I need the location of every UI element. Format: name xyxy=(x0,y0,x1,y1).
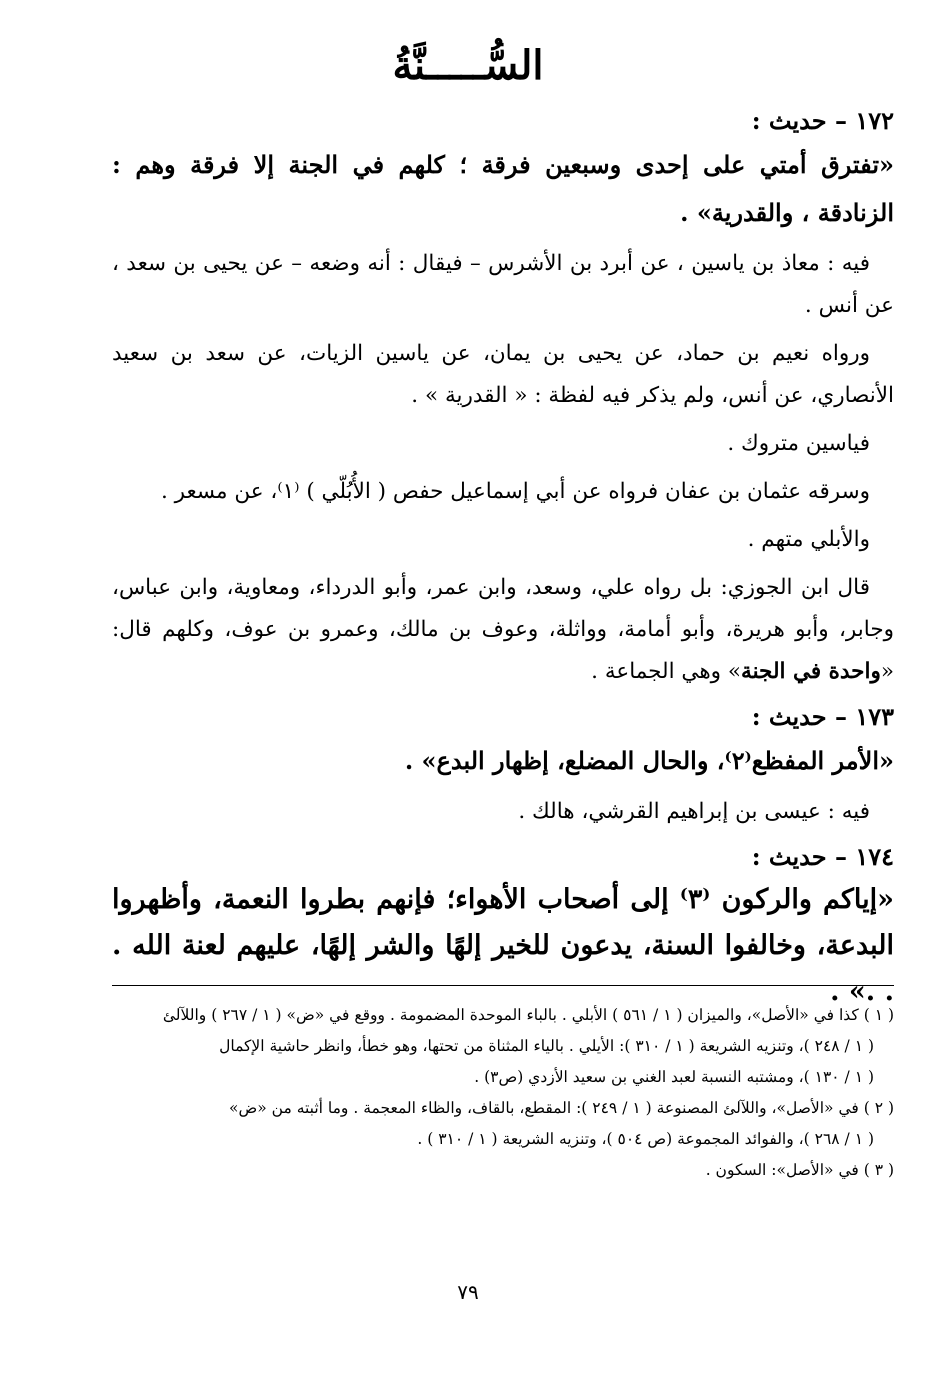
footnote-2-line-2: ( ١ / ٢٦٨ )، والفوائد المجموعة (ص ٥٠٤ )، وتنزيه الشريعة ( ١ / ٣١٠ ) . xyxy=(417,1130,874,1148)
hadith-172-paragraph-1: فيه : معاذ بن ياسين ، عن أبرد بن الأشرس – فيقال : أنه وضعه – عن يحيى بن سعد ، عن أنس . xyxy=(112,251,894,318)
footnote-1-line-1: ( ١ ) كذا في «الأصل»، والميزان ( ١ / ٥٦١ ) الأبلي . بالباء الموحدة المضمومة . ووقع في «ض» ( ١ / ٢٦٧ ) واللآلئ xyxy=(162,1006,894,1024)
hadith-172-paragraph-3: فياسين متروك . xyxy=(727,431,870,456)
main-body xyxy=(112,103,894,1021)
quote-emphasis: واحدة في الجنة xyxy=(741,659,881,684)
hadith-172-paragraph-6 xyxy=(112,567,894,693)
hadith-173-text: «الأمر المفظع⁽٢⁾، والحال المضلع، إظهار البدع» . xyxy=(404,746,894,775)
quote-intro: قال ابن الجوزي: بل رواه علي، وسعد، وابن عمر، وأبو الدرداء، ومعاوية، وابن عباس، وجابر، وأبو هريرة، وأبو أمامة، وواثلة، وعوف بن مالك، وعمرو بن عوف، وكلهم قال: « xyxy=(112,575,894,684)
footnote-1-line-2: ( ١ / ٢٤٨ )، وتنزيه الشريعة ( ١ / ٣١٠ ): الأيلي . بالياء المثناة من تحتها، وهو خطأ، وانظر حاشية الإكمال xyxy=(219,1037,874,1055)
hadith-172-paragraph-5: والأبلي متهم . xyxy=(747,527,870,552)
hadith-172-text: «تفترق أمتي على إحدى وسبعين فرقة ؛ كلهم في الجنة إلا فرقة وهم : الزنادقة ، والقدرية» . xyxy=(112,150,894,227)
hadith-174-text: «إياكم والركون ⁽٣⁾ إلى أصحاب الأهواء؛ فإنهم بطروا النعمة، وأظهروا البدعة، وخالفوا السنة، يدعون للخير إلهًا والشر إلهًا، عليهم لعنة الله . . .» . xyxy=(112,884,895,1007)
footnotes xyxy=(112,1000,894,1186)
footnote-3-line-1: ( ٣ ) في «الأصل»: السكون . xyxy=(705,1161,894,1179)
page-number: ٧٩ xyxy=(457,1280,479,1304)
footnote-separator xyxy=(112,985,894,986)
footnote-1 xyxy=(112,1000,894,1093)
hadith-172-paragraph-4: وسرقه عثمان بن عفان فرواه عن أبي إسماعيل حفص ( الأُبُلّي ) ⁽١⁾، عن مسعر . xyxy=(160,479,870,504)
hadith-172-paragraph-2: ورواه نعيم بن حماد، عن يحيى بن يمان، عن ياسين الزيات، عن سعد بن سعيد الأنصاري، عن أنس، ولم يذكر فيه لفظة : « القدرية » . xyxy=(112,341,894,408)
footnote-1-line-3: ( ١ / ١٣٠ )، ومشتبه النسبة لعبد الغني بن سعيد الأزدي (ص٣) . xyxy=(474,1068,874,1086)
footnote-2-line-1: ( ٢ ) في «الأصل»، واللآلئ المصنوعة ( ١ / ٢٤٩ ): المقطع، بالقاف، والظاء المعجمة . وما أثبته من «ض» xyxy=(229,1099,894,1117)
quote-outro: » وهي الجماعة . xyxy=(591,659,742,684)
hadith-173-heading: ١٧٣ – حديث : xyxy=(751,702,894,731)
hadith-173-paragraph-1: فيه : عيسى بن إبراهيم القرشي، هالك . xyxy=(518,799,870,824)
hadith-172-heading: ١٧٢ – حديث : xyxy=(751,106,894,135)
footnote-3 xyxy=(112,1155,894,1186)
hadith-174-heading: ١٧٤ – حديث : xyxy=(751,842,894,871)
page-title: السُّـــــنَّةُ xyxy=(392,42,544,89)
footnote-2 xyxy=(112,1093,894,1155)
